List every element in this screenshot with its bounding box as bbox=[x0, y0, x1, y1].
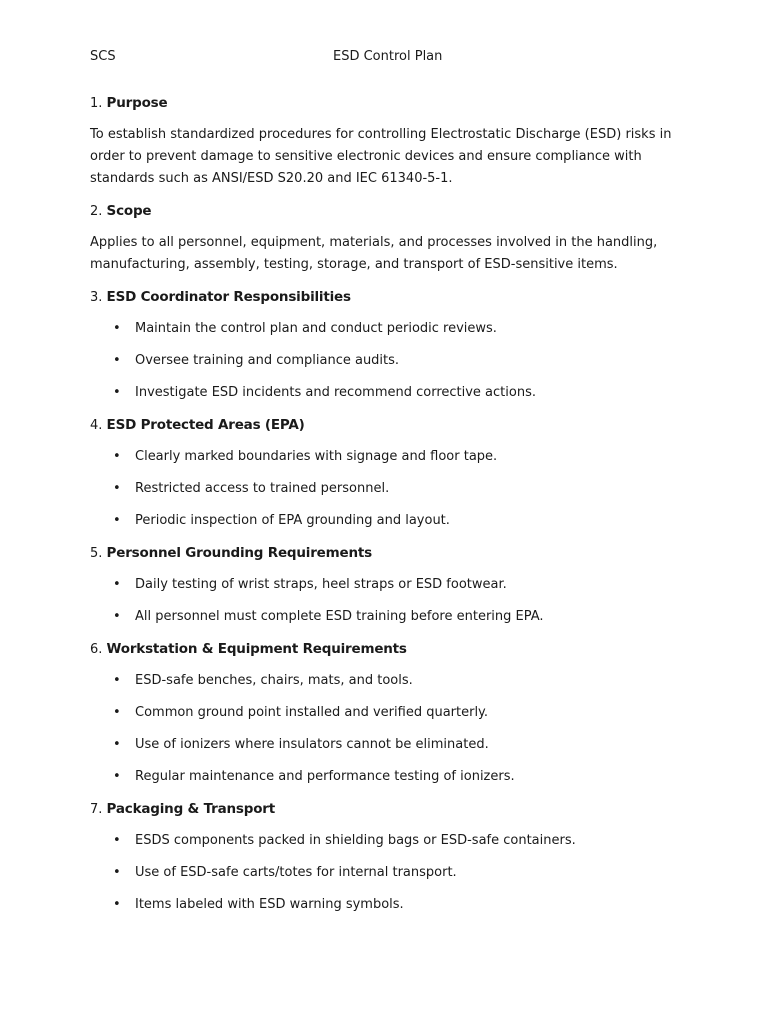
bullet-list bbox=[90, 574, 680, 628]
bullet-list bbox=[90, 670, 680, 788]
list-item-text: Maintain the control plan and conduct periodic reviews. bbox=[135, 321, 497, 336]
bullet-icon: • bbox=[113, 609, 121, 624]
section-heading bbox=[90, 92, 680, 114]
bullet-list bbox=[90, 830, 680, 916]
list-item-text: Regular maintenance and performance testing of ionizers. bbox=[135, 769, 515, 784]
bullet-icon: • bbox=[113, 769, 121, 784]
list-item bbox=[90, 318, 680, 340]
list-item-text: Oversee training and compliance audits. bbox=[135, 353, 400, 368]
section-number: 7. bbox=[90, 802, 103, 817]
section-number: 2. bbox=[90, 204, 103, 219]
list-item bbox=[90, 446, 680, 468]
list-item bbox=[90, 862, 680, 884]
bullet-icon: • bbox=[113, 865, 121, 880]
section-protected-areas bbox=[90, 414, 680, 532]
bullet-list bbox=[90, 318, 680, 404]
list-item-text: Use of ionizers where insulators cannot be eliminated. bbox=[135, 737, 489, 752]
section-title: Packaging & Transport bbox=[106, 801, 276, 817]
list-item bbox=[90, 382, 680, 404]
list-item bbox=[90, 830, 680, 852]
section-scope bbox=[90, 200, 680, 276]
section-number: 1. bbox=[90, 96, 103, 111]
section-heading bbox=[90, 638, 680, 660]
list-item bbox=[90, 606, 680, 628]
bullet-icon: • bbox=[113, 481, 121, 496]
list-item-text: Use of ESD-safe carts/totes for internal transport. bbox=[135, 865, 457, 880]
section-title: Personnel Grounding Requirements bbox=[106, 545, 372, 561]
section-title: Purpose bbox=[106, 95, 168, 111]
section-number: 5. bbox=[90, 546, 103, 561]
section-workstation-equipment bbox=[90, 638, 680, 788]
list-item bbox=[90, 702, 680, 724]
bullet-icon: • bbox=[113, 673, 121, 688]
list-item-text: Clearly marked boundaries with signage and floor tape. bbox=[135, 449, 498, 464]
section-title: ESD Protected Areas (EPA) bbox=[106, 417, 305, 433]
list-item-text: ESDS components packed in shielding bags or ESD-safe containers. bbox=[135, 833, 576, 848]
bullet-icon: • bbox=[113, 513, 121, 528]
section-coordinator-responsibilities bbox=[90, 286, 680, 404]
list-item-text: Items labeled with ESD warning symbols. bbox=[135, 897, 404, 912]
section-number: 6. bbox=[90, 642, 103, 657]
section-number: 4. bbox=[90, 418, 103, 433]
section-number: 3. bbox=[90, 290, 103, 305]
section-heading bbox=[90, 542, 680, 564]
bullet-icon: • bbox=[113, 449, 121, 464]
section-heading bbox=[90, 414, 680, 436]
list-item bbox=[90, 734, 680, 756]
section-personnel-grounding bbox=[90, 542, 680, 628]
list-item-text: Investigate ESD incidents and recommend corrective actions. bbox=[135, 385, 536, 400]
section-heading bbox=[90, 286, 680, 308]
bullet-icon: • bbox=[113, 385, 121, 400]
bullet-icon: • bbox=[113, 321, 121, 336]
section-heading bbox=[90, 200, 680, 222]
document-body bbox=[90, 92, 680, 926]
list-item bbox=[90, 766, 680, 788]
section-paragraph: To establish standardized procedures for controlling Electrostatic Discharge (ESD) risks in order to prevent damage to sensitive electronic devices and ensure compliance with standards such as ANSI/ESD S20.20 and IEC 61340-5-1. bbox=[90, 127, 672, 186]
section-heading bbox=[90, 798, 680, 820]
section-title: ESD Coordinator Responsibilities bbox=[106, 289, 351, 305]
bullet-icon: • bbox=[113, 737, 121, 752]
list-item-text: All personnel must complete ESD training before entering EPA. bbox=[135, 609, 544, 624]
bullet-list bbox=[90, 446, 680, 532]
list-item-text: Common ground point installed and verified quarterly. bbox=[135, 705, 489, 720]
section-purpose bbox=[90, 92, 680, 190]
bullet-icon: • bbox=[113, 577, 121, 592]
section-packaging-transport bbox=[90, 798, 680, 916]
list-item bbox=[90, 510, 680, 532]
bullet-icon: • bbox=[113, 897, 121, 912]
list-item-text: Restricted access to trained personnel. bbox=[135, 481, 390, 496]
list-item bbox=[90, 574, 680, 596]
bullet-icon: • bbox=[113, 353, 121, 368]
bullet-icon: • bbox=[113, 705, 121, 720]
list-item bbox=[90, 478, 680, 500]
header-company: SCS bbox=[90, 49, 116, 64]
list-item-text: Daily testing of wrist straps, heel straps or ESD footwear. bbox=[135, 577, 507, 592]
list-item bbox=[90, 894, 680, 916]
section-paragraph: Applies to all personnel, equipment, materials, and processes involved in the handling, manufacturing, assembly, testing, storage, and transport of ESD-sensitive items. bbox=[90, 235, 658, 272]
list-item bbox=[90, 350, 680, 372]
page-header bbox=[90, 48, 680, 66]
list-item bbox=[90, 670, 680, 692]
list-item-text: Periodic inspection of EPA grounding and layout. bbox=[135, 513, 450, 528]
header-document-title: ESD Control Plan bbox=[333, 49, 443, 64]
list-item-text: ESD-safe benches, chairs, mats, and tools. bbox=[135, 673, 413, 688]
section-title: Scope bbox=[106, 203, 152, 219]
section-title: Workstation & Equipment Requirements bbox=[106, 641, 407, 657]
bullet-icon: • bbox=[113, 833, 121, 848]
